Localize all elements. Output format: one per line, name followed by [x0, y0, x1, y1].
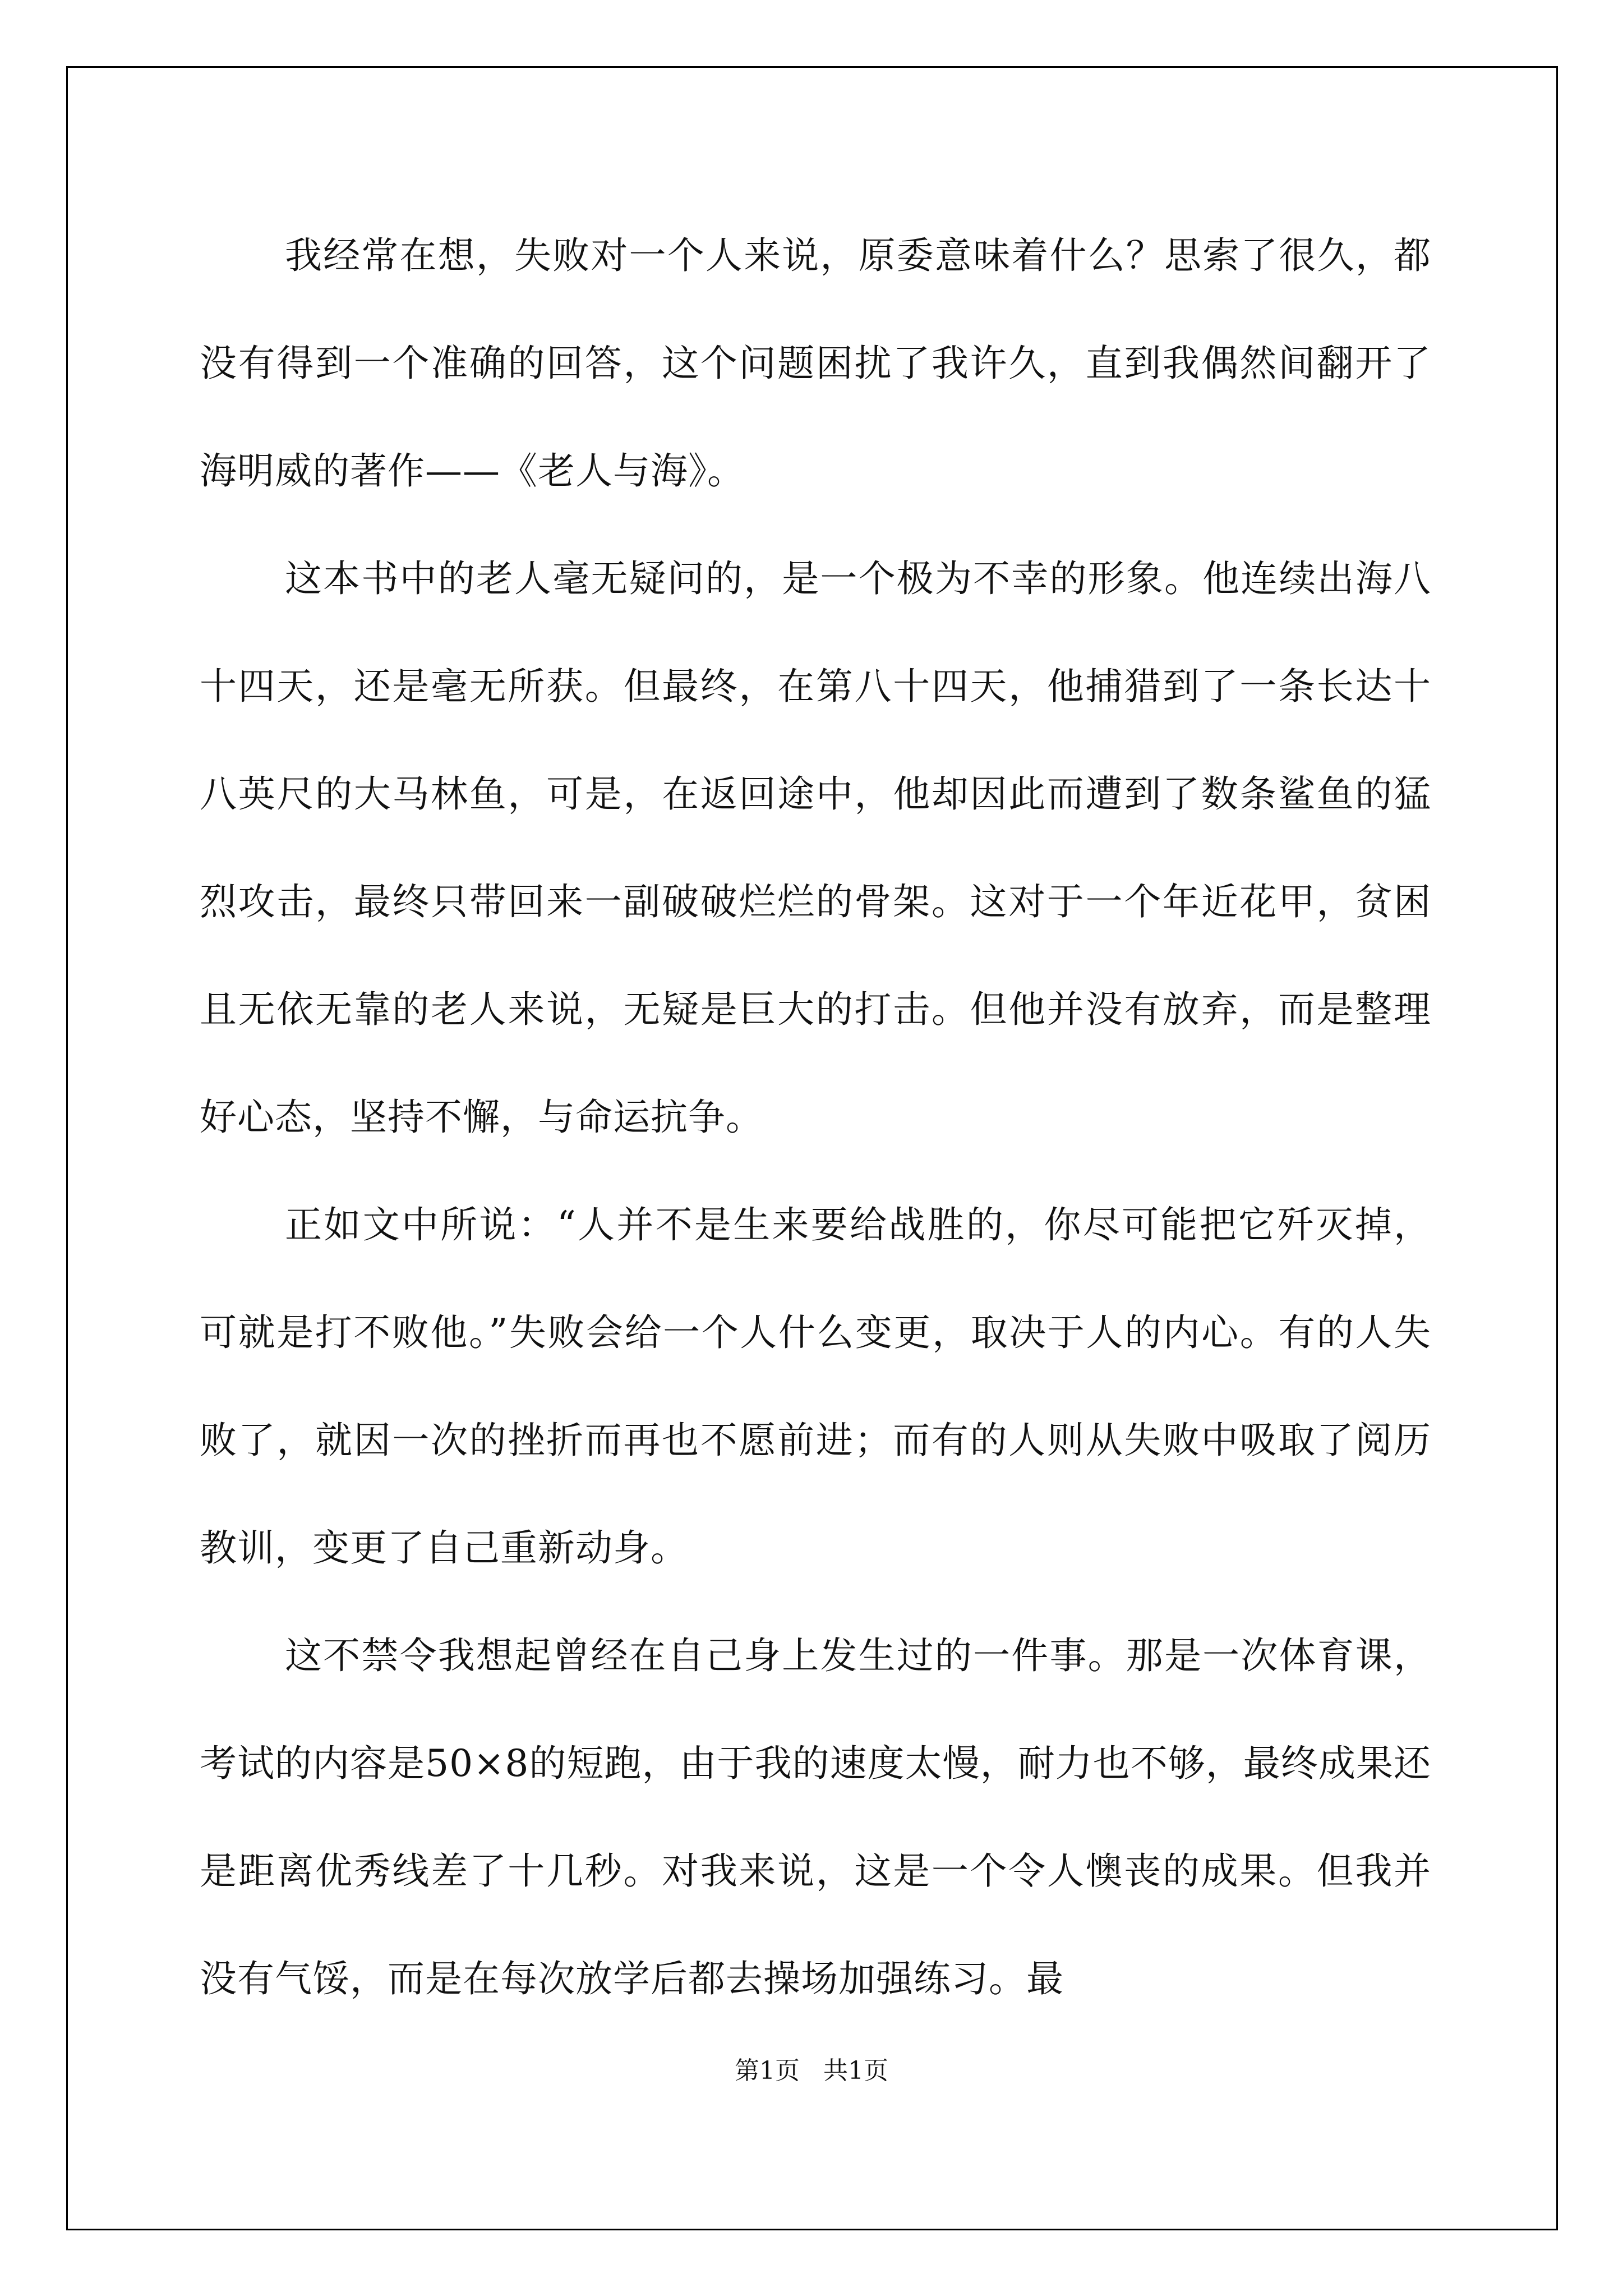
paragraph: 正如文中所说：“人并不是生来要给战胜的，你尽可能把它歼灭掉，可就是打不败他。”失败会给一个人什么变更，取决于人的内心。有的人失败了，就因一次的挫折而再也不愿前进；而有的人则从失败中吸取了阅历教训，变更了自己重新动身。	[200, 1203, 1431, 1570]
paragraph: 这本书中的老人毫无疑问的，是一个极为不幸的形象。他连续出海八十四天，还是毫无所获。但最终，在第八十四天，他捕猎到了一条长达十八英尺的大马林鱼，可是，在返回途中，他却因此而遭到了数条鲨鱼的猛烈攻击，最终只带回来一副破破烂烂的骨架。这对于一个年近花甲，贫困且无依无靠的老人来说，无疑是巨大的打击。但他并没有放弃，而是整理好心态，坚持不懈，与命运抗争。	[200, 557, 1431, 1139]
paragraph: 我经常在想，失败对一个人来说，原委意味着什么？思索了很久，都没有得到一个准确的回答，这个问题困扰了我许久，直到我偶然间翻开了海明威的著作——《老人与海》。	[200, 234, 1431, 493]
document-body	[200, 202, 1431, 2033]
paragraph: 这不禁令我想起曾经在自己身上发生过的一件事。那是一次体育课，考试的内容是50×8的短跑，由于我的速度太慢，耐力也不够，最终成果还是距离优秀线差了十几秒。对我来说，这是一个令人懊丧的成果。但我并没有气馁，而是在每次放学后都去操场加强练习。最	[200, 1634, 1431, 2000]
page-number-footer: 第1页 共1页	[735, 2056, 888, 2085]
